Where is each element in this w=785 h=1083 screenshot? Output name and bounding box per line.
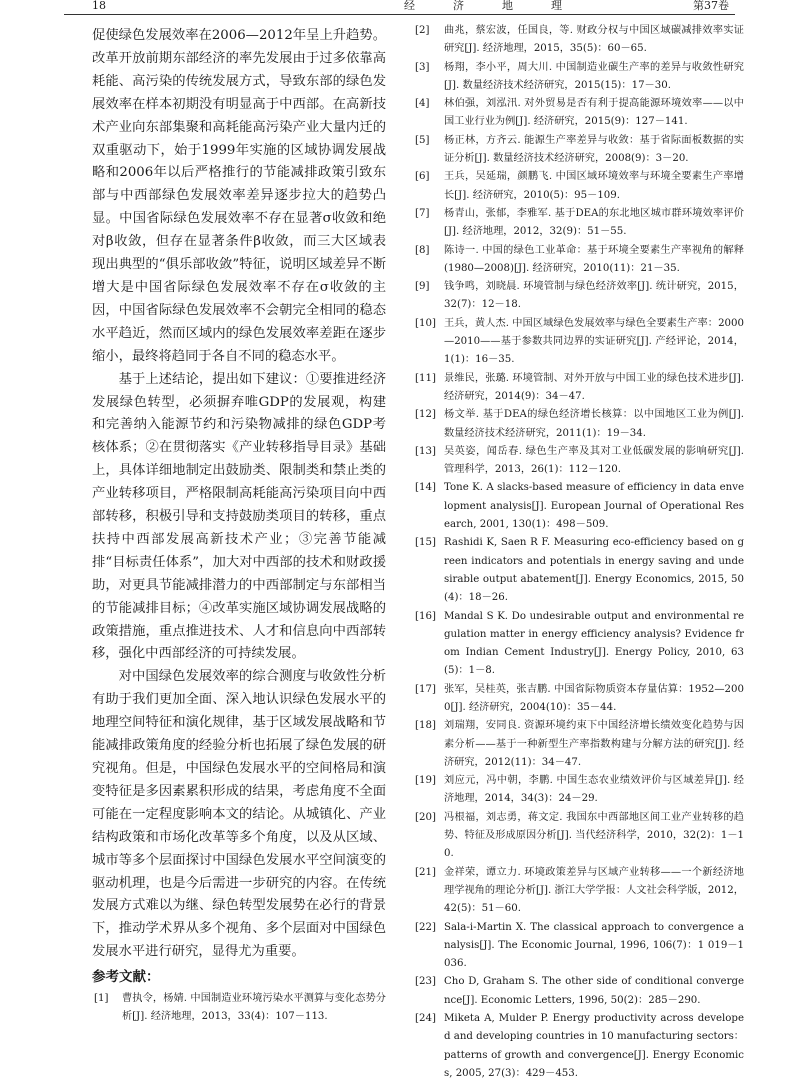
reference-number: [12] [415,409,436,421]
reference-text: 王兵，黄人杰. 中国区域绿色发展效率与绿色全要素生产率：2000—2010——基于参数共同边界的实证研究[J]. 产经评论，2014，1(1)：16－35. [444,317,744,366]
reference-item [411,168,744,205]
body-paragraph-2: 基于上述结论，提出如下建议：①要推进经济发展绿色转型，必须摒弃唯GDP的发展观，构建和完善纳入能源节约和污染物减排的绿色GDP考核体系；②在贯彻落实《产业转移指导目录》基础上，具体详细地制定出鼓励类、限制类和禁止类的产业转移项目，严格限制高耗能高污染项目向中西部转移，积极引导和支持鼓励类项目的转移，重点扶持中西部发展高新技术产业；③完善节能减排“目标责任体系”，加大对中西部的技术和财政援助，对更具节能减排潜力的中西部制定与东部相当的节能减排目标；④改革实施区域协调发展战略的政策措施，重点推进技术、人才和信息向中西部转移，强化中西部经济的可持续发展。 [92,371,386,662]
reference-text: 杨翔，李小平，周大川. 中国制造业碳生产率的差异与收敛性研究[J]. 数量经济技术经济研究，2015(15)：17－30. [444,61,744,91]
reference-list-left [92,990,386,1027]
reference-item [411,973,744,1010]
reference-text: Mandal S K. Do undesirable output and environmental regulation matter in energy efficiency analysis? Evidence from Indian Cement Industry[J]. Energy Policy, 2010, 63(5)：1－8. [444,610,744,677]
reference-text: 张军，吴桂英，张吉鹏. 中国省际物质资本存量估算：1952—2000[J]. 经济研究，2004(10)：35－44. [444,683,744,713]
running-header [64,0,735,15]
reference-item [411,681,744,718]
reference-text: 刘瑞翔，安同良. 资源环境约束下中国经济增长绩效变化趋势与因素分析——基于一种新型生产率指数构建与分解方法的研究[J]. 经济研究，2012(11)：34－47. [444,720,744,768]
reference-number: [2] [415,25,430,36]
reference-number: [19] [415,775,436,787]
reference-list-right [411,22,744,1083]
reference-text: 曹执令，杨婧. 中国制造业环境污染水平测算与变化态势分析[J]. 经济地理，2013，33(4)：107－113. [122,993,386,1023]
reference-item [411,205,744,242]
reference-number: [5] [415,134,430,146]
reference-item [411,95,744,132]
reference-text: 杨青山，张郁，李雅军. 基于DEA的东北地区城市群环境效率评价[J]. 经济地理，2012，32(9)：51－55. [444,207,744,238]
reference-text: 景维民，张璐. 环境管制、对外开放与中国工业的绿色技术进步[J]. 经济研究，2014(9)：34－47. [444,372,744,402]
reference-item [411,315,744,370]
reference-text: 冯根福，刘志勇，蒋文定. 我国东中西部地区间工业产业转移的趋势、特征及形成原因分析[J]. 当代经济科学，2010，32(2)：1－10. [444,811,744,860]
reference-item [411,717,744,772]
reference-text: 钱争鸣，刘晓晨. 环境管制与绿色经济效率[J]. 统计研究，2015，32(7)：12－18. [444,281,744,311]
reference-text: 王兵，吴延瑞，颜鹏飞. 中国区域环境效率与环境全要素生产率增长[J]. 经济研究，2010(5)：95－109. [444,171,744,201]
reference-item [411,59,744,96]
references-heading: 参考文献： [92,969,160,986]
reference-item [411,132,744,169]
reference-number: [3] [415,61,430,73]
reference-item [411,608,744,681]
reference-number: [20] [415,811,436,823]
reference-item [411,370,744,407]
reference-number: [9] [415,281,430,293]
reference-text: Tone K. A slacks-based measure of efficiency in data envelopment analysis[J]. European Journal of Operational Research, 2001, 130(1)：498－509. [444,482,744,531]
reference-item [92,990,386,1027]
journal-name: 经济地理 [404,0,600,12]
reference-item [411,864,744,919]
reference-text: 杨正林，方齐云. 能源生产率差异与收敛：基于省际面板数据的实证分析[J]. 数量经济技术经济研究，2008(9)：3－20. [444,134,744,165]
reference-item [411,242,744,279]
reference-text: 刘应元，冯中朝，李鹏. 中国生态农业绩效评价与区域差异[J]. 经济地理，2014，34(3)：24－29. [444,775,744,805]
reference-number: [16] [415,610,436,622]
reference-text: 曲兆，蔡宏波，任国良，等. 财政分权与中国区域碳减排效率实证研究[J]. 经济地理，2015，35(5)：60－65. [444,25,744,55]
reference-item [411,1010,744,1083]
reference-number: [13] [415,445,436,457]
reference-number: [7] [415,207,430,219]
reference-number: [15] [415,537,436,549]
reference-item [411,22,744,59]
reference-text: 陈诗一. 中国的绿色工业革命：基于环境全要素生产率视角的解释(1980—2008)[J]. 经济研究，2010(11)：21－35. [444,244,744,274]
page-number: 18 [92,0,106,12]
reference-number: [8] [415,244,430,256]
reference-item [411,534,744,607]
reference-text: Cho D, Graham S. The other side of conditional convergence[J]. Economic Letters, 1996, 50(2)：285－290. [444,976,744,1006]
reference-number: [24] [415,1013,436,1025]
reference-item [411,479,744,534]
reference-text: 林伯强，刘泓汛. 对外贸易是否有利于提高能源环境效率——以中国工业行业为例[J]. 经济研究，2015(9)：127－141. [444,98,744,128]
reference-text: Rashidi K, Saen R F. Measuring eco-efficiency based on green indicators and potentials in energy saving and undesirable output abatement[J]. Energy Economics, 2015, 50(4)：18－26. [444,537,744,604]
right-column [411,22,744,1083]
body-paragraph-3: 对中国绿色发展效率的综合测度与收敛性分析有助于我们更加全面、深入地认识绿色发展水平的地理空间特征和演化规律，基于区域发展战略和节能减排政策角度的经验分析也拓展了绿色发展的研究视角。但是，中国绿色发展水平的空间格局和演变特征是多因素累积形成的结果，考虑角度不全面可能在一定程度影响本文的结论。从城镇化、产业结构政策和市场化改革等多个角度，以及从区域、城市等多个层面探讨中国绿色发展水平空间演变的驱动机理，也是今后需进一步研究的内容。在传统发展方式难以为继、绿色转型发展势在必行的背景下，推动学术界从多个视角、多个层面对中国绿色发展水平进行研究，显得尤为重要。 [92,669,386,960]
reference-number: [21] [415,866,436,878]
reference-number: [18] [415,720,436,732]
reference-number: [17] [415,683,436,695]
reference-text: 金祥荣，谭立力. 环境政策差异与区域产业转移——一个新经济地理学视角的理论分析[J]. 浙江大学学报：人文社会科学版，2012，42(5)：51－60. [444,866,744,915]
reference-text: Sala-i-Martin X. The classical approach to convergence analysis[J]. The Economic Journal, 1996, 106(7)：1 019－1 036. [444,921,744,970]
reference-item [411,278,744,315]
reference-item [411,406,744,443]
reference-number: [6] [415,171,430,183]
reference-item [411,443,744,480]
reference-number: [14] [415,482,436,494]
reference-text: 吴英姿，闻岳春. 绿色生产率及其对工业低碳发展的影响研究[J]. 管理科学，2013，26(1)：112－120. [444,445,744,476]
reference-text: Miketa A, Mulder P. Energy productivity across developed and developing countries in 10 manufacturing sectors：patterns of growth and convergence[J]. Energy Economics, 2005, 27(3)：429－453. [444,1013,744,1079]
reference-number: [11] [415,372,436,384]
reference-item [411,809,744,864]
reference-number: [4] [415,98,430,110]
volume-label: 第37卷 [693,0,729,12]
reference-number: [1] [94,993,109,1005]
reference-text: 杨文举. 基于DEA的绿色经济增长核算：以中国地区工业为例[J]. 数量经济技术经济研究，2011(1)：19－34. [444,409,744,439]
reference-item [411,772,744,809]
reference-number: [23] [415,976,436,988]
reference-number: [22] [415,921,436,933]
reference-number: [10] [415,317,436,329]
left-column [92,25,386,1027]
body-paragraph-1: 促使绿色发展效率在2006—2012年呈上升趋势。改革开放前期东部经济的率先发展由于过多依靠高耗能、高污染的传统发展方式，导致东部的绿色发展效率在样本初期没有明显高于中西部。在高新技术产业向东部集聚和高耗能高污染产业大量内迁的双重驱动下，始于1999年实施的区域协调发展战略和2006年以后严格推行的节能减排政策引致东部与中西部绿色发展效率差异逐步拉大的趋势凸显。中国省际绿色发展效率不存在显著σ收敛和绝对β收敛，但存在显著条件β收敛，而三大区域表现出典型的“俱乐部收敛”特征，说明区域差异不断增大是中国省际绿色发展效率不存在σ收敛的主因，中国省际绿色发展效率不会朝完全相同的稳态水平趋近，然而区域内的绿色发展效率差距在逐步缩小，最终将趋同于各自不同的稳态水平。 [92,28,386,364]
